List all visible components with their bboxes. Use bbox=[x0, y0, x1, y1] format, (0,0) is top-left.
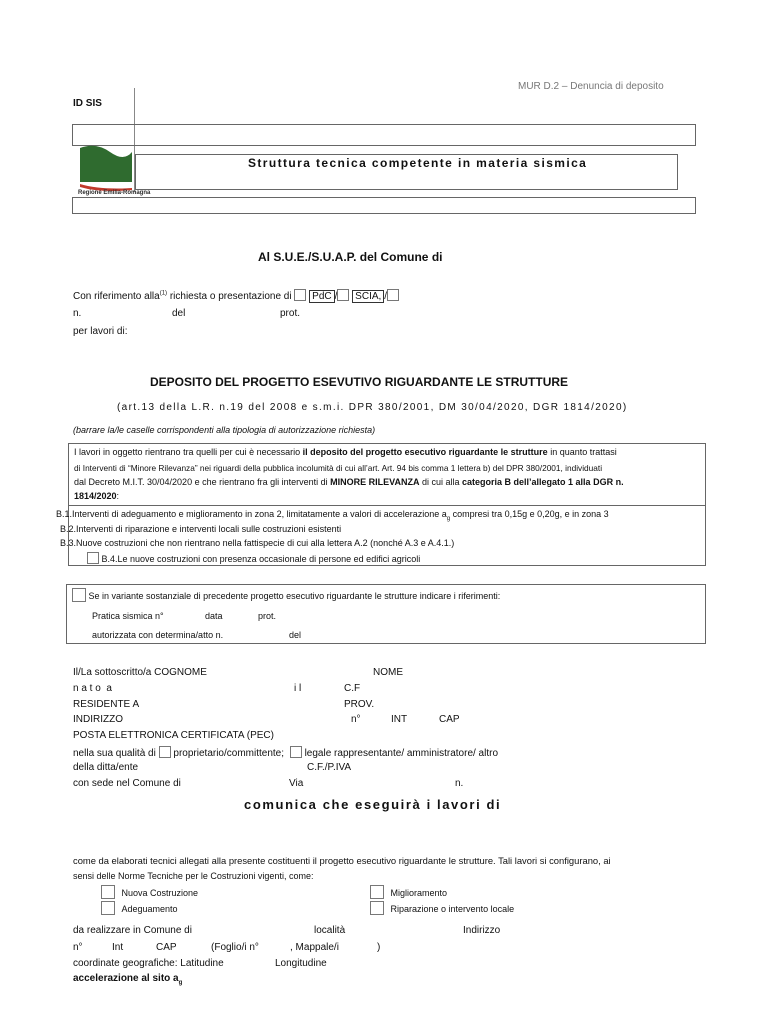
localita-label: località bbox=[314, 925, 346, 936]
variant-text: Se in variante sostanziale di precedente progetto esecutivo riguardante le strutture indicare i riferimenti: bbox=[88, 591, 501, 601]
residente-label: RESIDENTE A bbox=[73, 699, 140, 710]
coord-label: coordinate geografiche: Latitudine bbox=[73, 958, 224, 969]
minor-text-4b: : bbox=[116, 491, 120, 501]
cap-label: CAP bbox=[439, 714, 460, 725]
riparazione-checkbox[interactable] bbox=[370, 901, 384, 915]
sede-n-label: n. bbox=[455, 778, 464, 789]
riparazione-row bbox=[370, 901, 514, 915]
category-b4: B.4.Le nuove costruzioni con presenza occasionale di persone ed edifici agricoli bbox=[101, 554, 421, 564]
nuova-checkbox[interactable] bbox=[101, 885, 115, 899]
comune-label: da realizzare in Comune di bbox=[73, 925, 192, 936]
minor-text-line4 bbox=[74, 491, 119, 501]
reference-prefix: Con riferimento alla bbox=[73, 291, 160, 302]
location-num-label: n° bbox=[73, 942, 83, 953]
location-indirizzo-label: Indirizzo bbox=[463, 925, 501, 936]
variant-del-label: del bbox=[289, 630, 302, 640]
works-label: per lavori di: bbox=[73, 326, 128, 337]
proprietario-checkbox[interactable] bbox=[159, 746, 171, 758]
prot-label: prot. bbox=[280, 308, 301, 319]
miglioramento-checkbox[interactable] bbox=[370, 885, 384, 899]
n-label: n. bbox=[73, 308, 82, 319]
deposit-instruction: (barrare la/le caselle corrispondenti alla tipologia di autorizzazione richiesta) bbox=[73, 425, 376, 435]
minor-text-3a: dal Decreto M.I.T. 30/04/2020 e che rientrano fra gli interventi di bbox=[74, 477, 331, 487]
il-label: i l bbox=[294, 683, 302, 694]
proprietario-label: proprietario/committente; bbox=[173, 748, 285, 759]
minor-text-3c: di cui alla bbox=[419, 477, 463, 487]
longitudine-label: Longitudine bbox=[275, 958, 327, 969]
category-b3[interactable]: B.3.Nuove costruzioni che non rientrano nella fattispecie di cui alla lettera A.2 (nonché A.3 e A.4.1.) bbox=[60, 538, 455, 548]
variant-prot-label: prot. bbox=[258, 611, 277, 621]
del-label: del bbox=[172, 308, 186, 319]
int-label: INT bbox=[391, 714, 408, 725]
other-checkbox[interactable] bbox=[387, 289, 399, 301]
pdc-label: PdC bbox=[309, 290, 334, 303]
scia-checkbox[interactable] bbox=[334, 289, 349, 302]
miglioramento-label: Miglioramento bbox=[390, 888, 448, 898]
indirizzo-label: INDIRIZZO bbox=[73, 714, 123, 725]
doc-code: MUR D.2 – Denuncia di deposito bbox=[518, 81, 664, 92]
minor-text-line1 bbox=[74, 447, 617, 457]
footnote-ref: (1) bbox=[159, 290, 168, 297]
scia-label: SCIA, bbox=[352, 290, 384, 303]
cf-label: C.F bbox=[344, 683, 361, 694]
category-b4-row bbox=[87, 552, 420, 564]
minor-box-divider bbox=[68, 505, 706, 506]
recipient-title: Al S.U.E./S.U.A.P. del Comune di bbox=[258, 250, 443, 264]
miglioramento-row bbox=[370, 885, 447, 899]
struttura-title: Struttura tecnica competente in materia sismica bbox=[248, 156, 588, 170]
cognome-label: Il/La sottoscritto/a COGNOME bbox=[73, 667, 207, 678]
category-b1-sub: g bbox=[446, 515, 451, 522]
deposit-subtitle: (art.13 della L.R. n.19 del 2008 e s.m.i. DPR 380/2001, DM 30/04/2020, DGR 1814/2020) bbox=[117, 402, 628, 413]
adeguamento-row bbox=[101, 901, 178, 915]
b4-checkbox[interactable] bbox=[87, 552, 99, 564]
qualita-label: nella sua qualità di bbox=[73, 748, 156, 759]
qualita-row bbox=[73, 746, 498, 759]
minor-text-line2: di Interventi di “Minore Rilevanza” nei riguardi della pubblica incolumità di cui all’art. Art. 94 bis comma 1 lettera b) del DPR 380/2001, individuati bbox=[74, 463, 603, 473]
ditta-label: della ditta/ente bbox=[73, 762, 139, 773]
autorizzata-label: autorizzata con determina/atto n. bbox=[92, 630, 224, 640]
cfpiva-label: C.F./P.IVA bbox=[307, 762, 352, 773]
riparazione-label: Riparazione o intervento locale bbox=[390, 904, 515, 914]
variant-data-label: data bbox=[205, 611, 223, 621]
pec-label: POSTA ELETTRONICA CERTIFICATA (PEC) bbox=[73, 730, 274, 741]
location-cap-label: CAP bbox=[156, 942, 177, 953]
category-b1-text: B.1.Interventi di adeguamento e miglioramento in zona 2, limitatamente a valori di accelerazione a bbox=[56, 509, 447, 519]
minor-text-3b: MINORE RILEVANZA bbox=[330, 477, 420, 487]
accel-label bbox=[73, 973, 182, 986]
minor-text-1c: in quanto trattasi bbox=[547, 447, 617, 457]
nuova-row bbox=[101, 885, 198, 899]
variant-checkbox[interactable] bbox=[72, 588, 86, 602]
mappale-label: , Mappale/i bbox=[290, 942, 339, 953]
legale-checkbox[interactable] bbox=[290, 746, 302, 758]
via-label: Via bbox=[289, 778, 304, 789]
separator: / bbox=[334, 291, 338, 302]
category-b1-end: compresi tra 0,15g e 0,20g, e in zona 3 bbox=[450, 509, 609, 519]
nome-label: NOME bbox=[373, 667, 403, 678]
location-int-label: Int bbox=[112, 942, 124, 953]
nuova-label: Nuova Costruzione bbox=[121, 888, 199, 898]
minor-text-1b: il deposito del progetto esecutivo riguardante le strutture bbox=[302, 447, 548, 457]
separator: / bbox=[384, 291, 388, 302]
accel-text: accelerazione al sito a bbox=[73, 973, 179, 984]
logo-caption: Regione Emilia-Romagna bbox=[78, 190, 151, 196]
category-b1[interactable] bbox=[56, 509, 609, 522]
variant-row bbox=[72, 588, 500, 602]
communication-title: comunica che eseguirà i lavori di bbox=[244, 797, 502, 812]
reference-mid: richiesta o presentazione di bbox=[167, 291, 292, 302]
accel-sub: g bbox=[178, 980, 183, 986]
category-b2[interactable]: B.2.Interventi di riparazione e interventi locali sulle costruzioni esistenti bbox=[60, 524, 342, 534]
pratica-label: Pratica sismica n° bbox=[92, 611, 164, 621]
sede-label: con sede nel Comune di bbox=[73, 778, 181, 789]
nato-label: n a t o a bbox=[73, 683, 112, 694]
deposit-title: DEPOSITO DEL PROGETTO ESEVUTIVO RIGUARDANTE LE STRUTTURE bbox=[150, 375, 569, 389]
header-frame-bottom bbox=[72, 197, 696, 214]
minor-text-1a: I lavori in oggetto rientrano tra quelli per cui è necessario bbox=[74, 447, 303, 457]
close-paren: ) bbox=[377, 942, 381, 953]
id-sis-label: ID SIS bbox=[73, 98, 102, 109]
legale-label: legale rappresentante/ amministratore/ altro bbox=[304, 748, 499, 759]
adeguamento-checkbox[interactable] bbox=[101, 901, 115, 915]
minor-text-4a: 1814/2020 bbox=[74, 491, 117, 501]
foglio-label: (Foglio/i n° bbox=[211, 942, 259, 953]
reference-line bbox=[73, 289, 399, 302]
header-frame-top bbox=[72, 124, 696, 146]
pdc-checkbox[interactable] bbox=[294, 289, 306, 301]
num-label: n° bbox=[351, 714, 361, 725]
minor-text-line3 bbox=[74, 477, 624, 487]
prov-label: PROV. bbox=[344, 699, 375, 710]
communication-p1: come da elaborati tecnici allegati alla presente costituenti il progetto esecutivo riguardante le strutture. Tali lavori si configurano, ai bbox=[73, 855, 611, 866]
adeguamento-label: Adeguamento bbox=[121, 904, 178, 914]
minor-text-3d: categoria B dell’allegato 1 alla DGR n. bbox=[462, 477, 624, 487]
communication-p2: sensi delle Norme Tecniche per le Costruzioni vigenti, come: bbox=[73, 871, 314, 881]
